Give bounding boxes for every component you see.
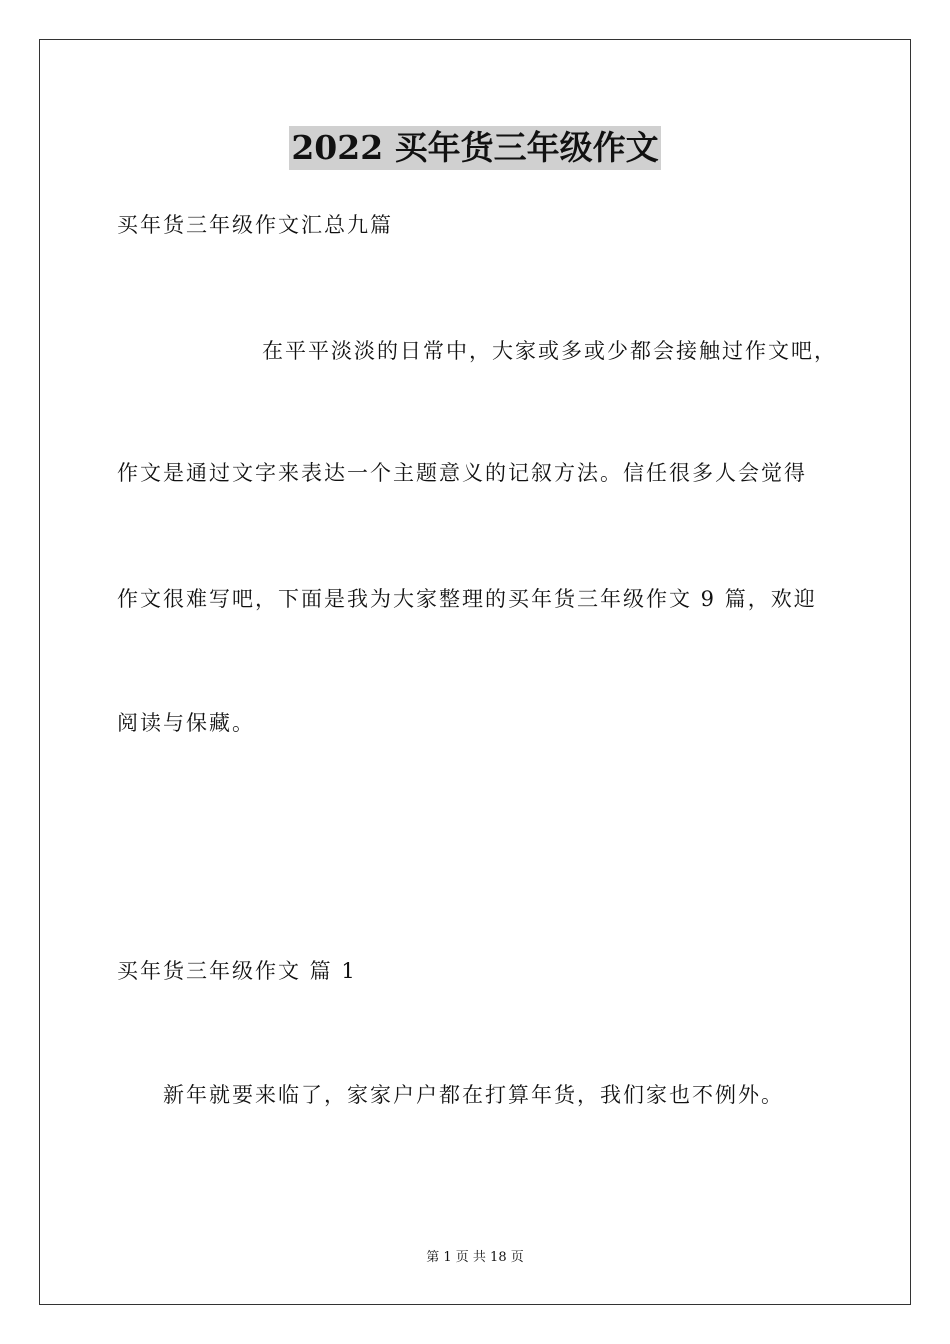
document-title: 2022 买年货三年级作文 <box>289 126 660 170</box>
intro-line-3: 作文很难写吧，下面是我为大家整理的买年货三年级作文 9 篇，欢迎 <box>117 587 817 611</box>
page-number-footer: 第 1 页 共 18 页 <box>426 1250 524 1265</box>
intro-line-2: 作文是通过文字来表达一个主题意义的记叙方法。信任很多人会觉得 <box>117 461 807 485</box>
section-heading: 买年货三年级作文 篇 1 <box>117 959 357 983</box>
intro-line-1: 在平平淡淡的日常中，大家或多或少都会接触过作文吧， <box>262 339 837 363</box>
title-wrapper <box>0 126 950 170</box>
intro-line-4: 阅读与保藏。 <box>117 711 255 735</box>
section-paragraph-line-1: 新年就要来临了，家家户户都在打算年货，我们家也不例外。 <box>163 1083 784 1107</box>
document-subtitle: 买年货三年级作文汇总九篇 <box>117 213 393 237</box>
